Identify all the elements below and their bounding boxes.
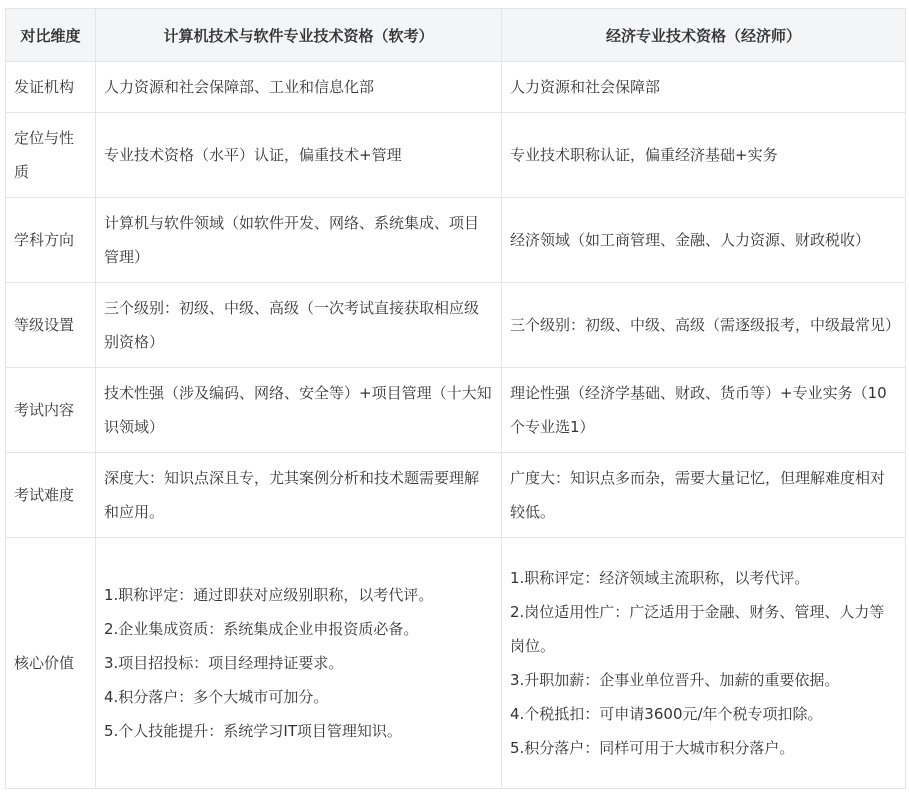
row-dimension: 等级设置 xyxy=(6,283,96,368)
row-ruankao-cell: 三个级别：初级、中级、高级（一次考试直接获取相应级别资格） xyxy=(96,283,502,368)
list-item: 2.岗位适用性广：广泛适用于金融、财务、管理、人力等岗位。 xyxy=(510,603,885,655)
list-item: 4.积分落户：多个大城市可加分。 xyxy=(104,688,329,706)
row-dimension: 发证机构 xyxy=(6,62,96,113)
row-jingjishi-cell: 经济领域（如工商管理、金融、人力资源、财政税收） xyxy=(502,198,906,283)
row-jingjishi-cell: 专业技术职称认证，偏重经济基础+实务 xyxy=(502,113,906,198)
header-jingjishi: 经济专业技术资格（经济师） xyxy=(502,9,906,62)
row-jingjishi-cell: 广度大：知识点多而杂，需要大量记忆，但理解难度相对较低。 xyxy=(502,453,906,538)
header-ruankao: 计算机技术与软件专业技术资格（软考） xyxy=(96,9,502,62)
table-header-row xyxy=(6,9,906,62)
list-item: 1.职称评定：通过即获对应级别职称，以考代评。 xyxy=(104,586,434,604)
list-item: 3.升职加薪：企事业单位晋升、加薪的重要依据。 xyxy=(510,671,840,689)
core-value-ruankao-cell xyxy=(96,538,502,789)
row-dimension: 定位与性质 xyxy=(6,113,96,198)
row-dimension: 核心价值 xyxy=(6,538,96,789)
row-ruankao-cell: 人力资源和社会保障部、工业和信息化部 xyxy=(96,62,502,113)
list-item: 4.个税抵扣：可申请3600元/年个税专项扣除。 xyxy=(510,705,823,723)
comparison-table xyxy=(5,8,906,789)
row-ruankao-cell: 专业技术资格（水平）认证，偏重技术+管理 xyxy=(96,113,502,198)
list-item: 3.项目招投标：项目经理持证要求。 xyxy=(104,654,344,672)
row-ruankao-cell: 技术性强（涉及编码、网络、安全等）+项目管理（十大知识领域） xyxy=(96,368,502,453)
header-dimension: 对比维度 xyxy=(6,9,96,62)
table-row xyxy=(6,453,906,538)
row-jingjishi-cell: 人力资源和社会保障部 xyxy=(502,62,906,113)
table-row-core-value xyxy=(6,538,906,789)
core-value-jingjishi-cell xyxy=(502,538,906,789)
row-ruankao-cell: 深度大：知识点深且专，尤其案例分析和技术题需要理解和应用。 xyxy=(96,453,502,538)
row-jingjishi-cell: 三个级别：初级、中级、高级（需逐级报考，中级最常见） xyxy=(502,283,906,368)
table-row xyxy=(6,368,906,453)
row-dimension: 学科方向 xyxy=(6,198,96,283)
row-ruankao-cell: 计算机与软件领域（如软件开发、网络、系统集成、项目管理） xyxy=(96,198,502,283)
list-item: 1.职称评定：经济领域主流职称，以考代评。 xyxy=(510,569,810,587)
table-row xyxy=(6,113,906,198)
row-jingjishi-cell: 理论性强（经济学基础、财政、货币等）+专业实务（10个专业选1） xyxy=(502,368,906,453)
row-dimension: 考试难度 xyxy=(6,453,96,538)
table-row xyxy=(6,198,906,283)
list-item: 2.企业集成资质：系统集成企业申报资质必备。 xyxy=(104,620,419,638)
list-item: 5.个人技能提升：系统学习IT项目管理知识。 xyxy=(104,722,402,740)
row-dimension: 考试内容 xyxy=(6,368,96,453)
table-row xyxy=(6,283,906,368)
list-item: 5.积分落户：同样可用于大城市积分落户。 xyxy=(510,739,795,757)
table-row xyxy=(6,62,906,113)
